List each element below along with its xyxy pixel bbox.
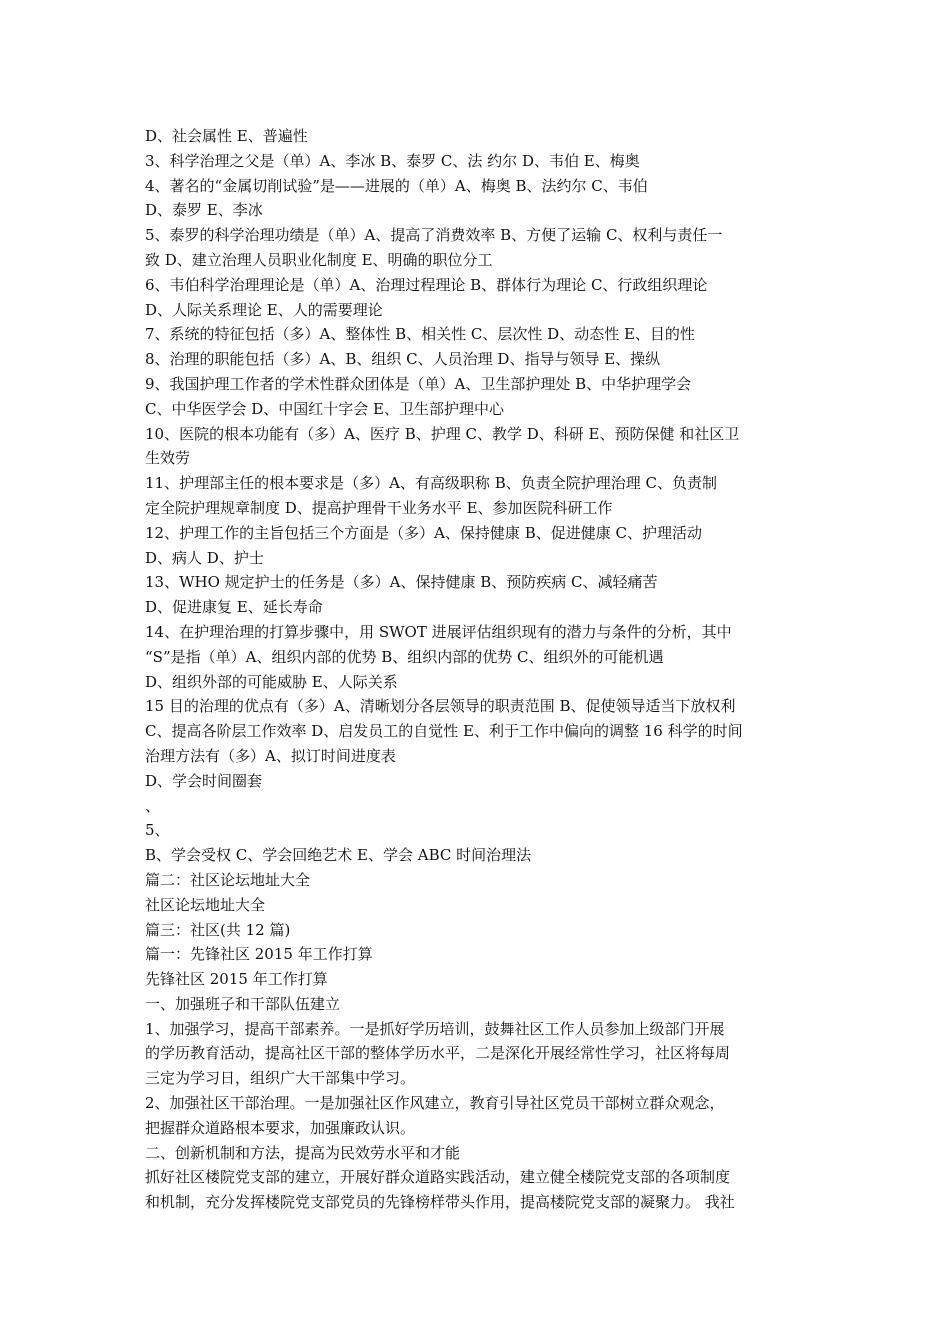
text-line: 5、泰罗的科学治理功绩是（单）A、提高了消费效率 B、方便了运输 C、权利与责任一 (145, 226, 723, 245)
section-heading: 篇一：先锋社区 2015 年工作打算 (145, 945, 373, 964)
text-line: 1、加强学习，提高干部素养。一是抓好学历培训，鼓舞社区工作人员参加上级部门开展 (145, 1019, 725, 1038)
text-line: 社区论坛地址大全 (145, 895, 266, 914)
text-line: 12、护理工作的主旨包括三个方面是（多）A、保持健康 B、促进健康 C、护理活动 (145, 523, 702, 542)
section-heading: 篇三：社区(共 12 篇) (145, 920, 291, 939)
text-line: D、组织外部的可能威胁 E、人际关系 (145, 672, 398, 691)
document-body (145, 124, 813, 1215)
text-line: 、 (145, 796, 161, 815)
text-line: 生效劳 (145, 449, 191, 468)
text-line: 7、系统的特征包括（多）A、整体性 B、相关性 C、层次性 D、动态性 E、目的性 (145, 325, 695, 344)
text-line: 先锋社区 2015 年工作打算 (145, 970, 328, 989)
text-line: 2、加强社区干部治理。一是加强社区作风建立，教育引导社区党员干部树立群众观念， (145, 1094, 725, 1113)
text-line: 治理方法有（多）A、拟订时间进度表 (145, 746, 396, 765)
text-line: 三定为学习日，组织广大干部集中学习。 (145, 1069, 416, 1088)
text-line: D、促进康复 E、延长寿命 (145, 598, 323, 617)
text-line: 定全院护理规章制度 D、提高护理骨干业务水平 E、参加医院科研工作 (145, 498, 613, 517)
text-line: 5、 (145, 821, 170, 840)
text-line: 一、加强班子和干部队伍建立 (145, 994, 341, 1013)
text-line: 15 目的治理的优点有（多）A、清晰划分各层领导的职责范围 B、促使领导适当下放权利 (145, 697, 736, 716)
text-line: D、社会属性 E、普遍性 (145, 127, 308, 145)
text-line: B、学会受权 C、学会回绝艺术 E、学会 ABC 时间治理法 (145, 846, 532, 865)
text-line: 8、治理的职能包括（多）A、B、组织 C、人员治理 D、指导与领导 E、操纵 (145, 350, 661, 369)
text-line: 致 D、建立治理人员职业化制度 E、明确的职位分工 (145, 250, 493, 269)
text-line: D、泰罗 E、李冰 (145, 201, 263, 220)
text-line: D、人际关系理论 E、人的需要理论 (145, 300, 383, 319)
text-line: C、提高各阶层工作效率 D、启发员工的自觉性 E、利于工作中偏向的调整 16 科学的时间 (145, 722, 743, 741)
text-line: 抓好社区楼院党支部的建立，开展好群众道路实践活动，建立健全楼院党支部的各项制度 (145, 1168, 731, 1187)
text-line: 和机制，充分发挥楼院党支部党员的先锋榜样带头作用，提高楼院党支部的凝聚力。 我社 (145, 1193, 735, 1212)
text-line: 13、WHO 规定护士的任务是（多）A、保持健康 B、预防疾病 C、减轻痛苦 (145, 573, 658, 592)
text-line: D、病人 D、护士 (145, 548, 264, 567)
section-heading: 篇二：社区论坛地址大全 (145, 870, 311, 889)
text-line: C、中华医学会 D、中国红十字会 E、卫生部护理中心 (145, 399, 504, 418)
text-line: 的学历教育活动，提高社区干部的整体学历水平，二是深化开展经常性学习，社区将每周 (145, 1044, 731, 1063)
text-line: 9、我国护理工作者的学术性群众团体是（单）A、卫生部护理处 B、中华护理学会 (145, 374, 692, 393)
text-line: 4、著名的“金属切削试验”是——进展的（单）A、梅奥 B、法约尔 C、韦伯 (145, 176, 648, 195)
text-line: 11、护理部主任的根本要求是（多）A、有高级职称 B、负责全院护理治理 C、负责制 (145, 474, 717, 493)
text-line: 6、韦伯科学治理理论是（单）A、治理过程理论 B、群体行为理论 C、行政组织理论 (145, 275, 708, 294)
text-line: 二、创新机制和方法，提高为民效劳水平和才能 (145, 1143, 461, 1162)
text-line: D、学会时间圈套 (145, 771, 263, 790)
text-line: 把握群众道路根本要求，加强廉政认识。 (145, 1118, 416, 1137)
text-line: “S”是指（单）A、组织内部的优势 B、组织内部的优势 C、组织外的可能机遇 (145, 647, 664, 666)
text-line: 10、医院的根本功能有（多）A、医疗 B、护理 C、教学 D、科研 E、预防保健 和社区卫 (145, 424, 740, 443)
text-line: 14、在护理治理的打算步骤中，用 SWOT 进展评估组织现有的潜力与条件的分析，其中 (145, 622, 732, 641)
text-line: 3、科学治理之父是（单）A、李冰 B、泰罗 C、法 约尔 D、韦伯 E、梅奥 (145, 151, 640, 170)
